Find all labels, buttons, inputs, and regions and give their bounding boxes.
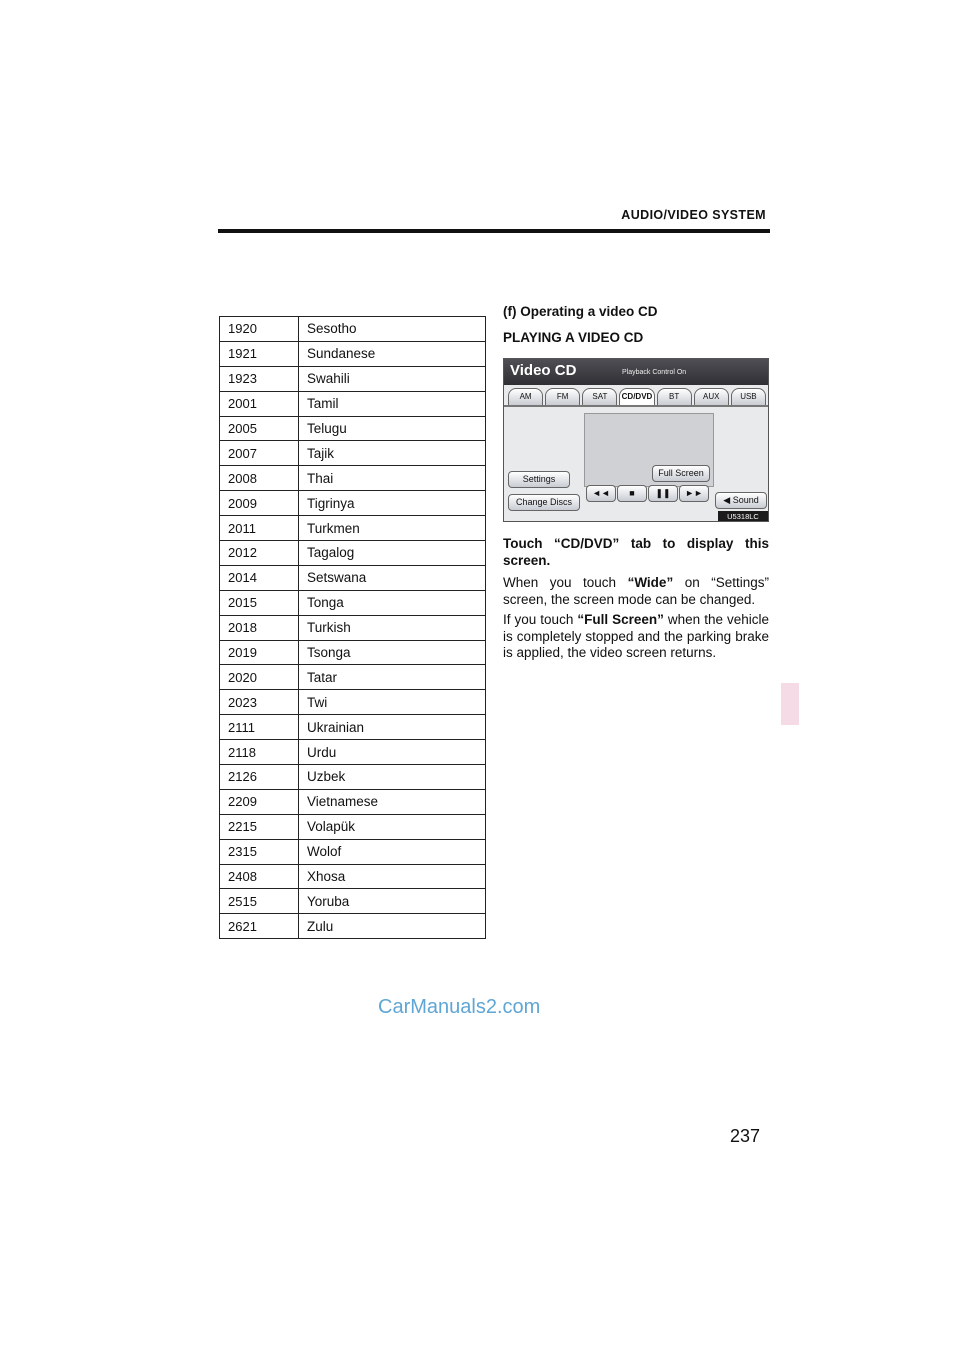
language-code-cell: 2018 <box>220 615 299 640</box>
language-name-cell: Xhosa <box>299 864 486 889</box>
section-side-tab <box>781 683 799 725</box>
wide-mode-paragraph <box>503 575 769 608</box>
language-code-cell: 2023 <box>220 690 299 715</box>
table-row <box>220 541 486 566</box>
language-code-cell: 2019 <box>220 640 299 665</box>
language-name-cell: Yoruba <box>299 889 486 914</box>
table-row <box>220 740 486 765</box>
tab-usb[interactable]: USB <box>731 388 766 406</box>
settings-button[interactable]: Settings <box>508 471 570 488</box>
language-name-cell: Swahili <box>299 366 486 391</box>
tab-fm[interactable]: FM <box>545 388 580 406</box>
tab-cd-dvd[interactable]: CD/DVD <box>619 388 654 406</box>
header-rule <box>218 229 770 233</box>
language-name-cell: Vietnamese <box>299 789 486 814</box>
table-row <box>220 491 486 516</box>
subsection-heading: (f) Operating a video CD <box>503 304 658 319</box>
language-code-cell: 2007 <box>220 441 299 466</box>
video-cd-screenshot <box>503 358 769 522</box>
language-code-cell: 2005 <box>220 416 299 441</box>
language-name-cell: Tajik <box>299 441 486 466</box>
language-code-cell: 2315 <box>220 839 299 864</box>
table-row <box>220 864 486 889</box>
tab-bt[interactable]: BT <box>657 388 692 406</box>
table-row <box>220 690 486 715</box>
wide-text-after: on “Settings” screen, the screen mode can be changed. <box>503 575 769 607</box>
wide-text-before: When you touch <box>503 575 628 590</box>
language-name-cell: Tonga <box>299 590 486 615</box>
fast-forward-button[interactable]: ►► <box>679 485 709 502</box>
change-discs-button[interactable]: Change Discs <box>508 494 580 511</box>
table-row <box>220 441 486 466</box>
language-name-cell: Twi <box>299 690 486 715</box>
full-screen-button[interactable]: Full Screen <box>652 465 710 482</box>
sound-button[interactable] <box>715 492 767 509</box>
language-name-cell: Sundanese <box>299 341 486 366</box>
language-code-cell: 2001 <box>220 391 299 416</box>
language-name-cell: Ukrainian <box>299 715 486 740</box>
watermark-link[interactable]: CarManuals2.com <box>378 996 541 1018</box>
language-code-cell: 2408 <box>220 864 299 889</box>
language-name-cell: Setswana <box>299 565 486 590</box>
language-name-cell: Tigrinya <box>299 491 486 516</box>
language-code-table <box>219 316 486 939</box>
language-code-cell: 2118 <box>220 740 299 765</box>
language-code-cell: 2111 <box>220 715 299 740</box>
table-row <box>220 640 486 665</box>
language-code-cell: 1921 <box>220 341 299 366</box>
stop-button[interactable]: ■ <box>617 485 647 502</box>
language-name-cell: Tamil <box>299 391 486 416</box>
table-row <box>220 416 486 441</box>
right-column <box>503 304 769 666</box>
language-code-cell: 1923 <box>220 366 299 391</box>
language-name-cell: Sesotho <box>299 317 486 342</box>
language-code-cell: 2621 <box>220 914 299 939</box>
tab-aux[interactable]: AUX <box>694 388 729 406</box>
language-name-cell: Volapük <box>299 814 486 839</box>
pause-button[interactable]: ❚❚ <box>648 485 678 502</box>
language-code-cell: 2126 <box>220 765 299 790</box>
speaker-icon: ◀ <box>723 495 731 505</box>
table-row <box>220 391 486 416</box>
language-name-cell: Zulu <box>299 914 486 939</box>
full-text-before: If you touch <box>503 612 578 627</box>
tab-sat[interactable]: SAT <box>582 388 617 406</box>
language-code-cell: 2515 <box>220 889 299 914</box>
table-row <box>220 914 486 939</box>
language-code-cell: 2008 <box>220 466 299 491</box>
screen-title: Video CD <box>510 362 577 379</box>
wide-keyword: “Wide” <box>627 575 674 590</box>
language-name-cell: Tatar <box>299 665 486 690</box>
table-row <box>220 366 486 391</box>
language-name-cell: Urdu <box>299 740 486 765</box>
table-row <box>220 789 486 814</box>
rewind-button[interactable]: ◄◄ <box>586 485 616 502</box>
language-code-cell: 2014 <box>220 565 299 590</box>
table-row <box>220 665 486 690</box>
section-header: AUDIO/VIDEO SYSTEM <box>621 208 766 222</box>
table-row <box>220 590 486 615</box>
full-screen-paragraph <box>503 612 769 662</box>
language-name-cell: Tsonga <box>299 640 486 665</box>
language-name-cell: Tagalog <box>299 541 486 566</box>
source-tabs <box>508 388 766 406</box>
full-text-after: when the vehicle is completely stopped and the parking brake is applied, the video screen returns. <box>503 612 769 660</box>
language-name-cell: Telugu <box>299 416 486 441</box>
table-row <box>220 765 486 790</box>
instruction-text: Touch “CD/DVD” tab to display this screen. <box>503 536 769 568</box>
table-row <box>220 516 486 541</box>
language-name-cell: Turkmen <box>299 516 486 541</box>
page-number: 237 <box>730 1126 761 1146</box>
figure-code: U5318LC <box>718 511 768 522</box>
language-code-cell: 2011 <box>220 516 299 541</box>
language-code-cell: 2215 <box>220 814 299 839</box>
tab-am[interactable]: AM <box>508 388 543 406</box>
language-code-cell: 2015 <box>220 590 299 615</box>
table-row <box>220 565 486 590</box>
table-row <box>220 317 486 342</box>
language-code-cell: 2209 <box>220 789 299 814</box>
section-heading: PLAYING A VIDEO CD <box>503 330 644 345</box>
language-name-cell: Uzbek <box>299 765 486 790</box>
playback-status: Playback Control On <box>622 369 687 376</box>
table-row <box>220 839 486 864</box>
language-code-cell: 2020 <box>220 665 299 690</box>
sound-label: Sound <box>732 495 759 505</box>
table-row <box>220 889 486 914</box>
language-name-cell: Wolof <box>299 839 486 864</box>
tab-baseline <box>504 405 768 407</box>
table-row <box>220 615 486 640</box>
language-code-cell: 2012 <box>220 541 299 566</box>
language-code-cell: 2009 <box>220 491 299 516</box>
language-code-cell: 1920 <box>220 317 299 342</box>
table-row <box>220 715 486 740</box>
table-row <box>220 814 486 839</box>
language-name-cell: Turkish <box>299 615 486 640</box>
table-row <box>220 466 486 491</box>
table-row <box>220 341 486 366</box>
language-name-cell: Thai <box>299 466 486 491</box>
full-keyword: “Full Screen” <box>577 612 664 627</box>
